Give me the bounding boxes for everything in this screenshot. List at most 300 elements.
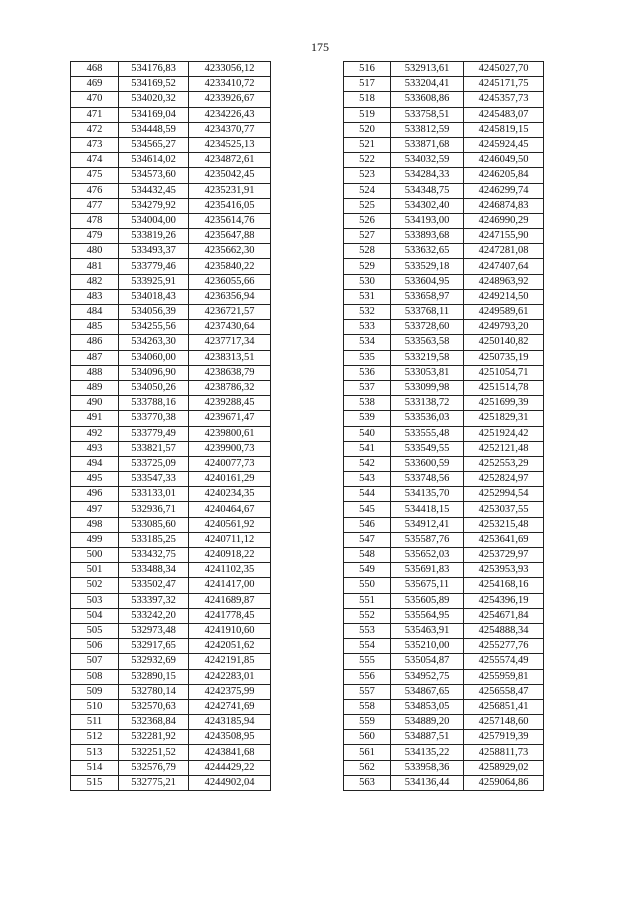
y-coordinate-cell: 4233410,72: [189, 77, 271, 92]
x-coordinate-cell: 532576,79: [119, 760, 189, 775]
table-row: [344, 62, 544, 77]
table-row: [344, 365, 544, 380]
x-coordinate-cell: 533138,72: [391, 396, 464, 411]
point-number-cell: 562: [344, 760, 391, 775]
x-coordinate-cell: 533758,51: [391, 107, 464, 122]
x-coordinate-cell: 534096,90: [119, 365, 189, 380]
table-row: [71, 137, 271, 152]
table-row: [344, 320, 544, 335]
y-coordinate-cell: 4235840,22: [189, 259, 271, 274]
y-coordinate-cell: 4257919,39: [464, 730, 544, 745]
y-coordinate-cell: 4251054,71: [464, 365, 544, 380]
y-coordinate-cell: 4242283,01: [189, 669, 271, 684]
x-coordinate-cell: 533242,20: [119, 608, 189, 623]
x-coordinate-cell: 535210,00: [391, 639, 464, 654]
point-number-cell: 469: [71, 77, 119, 92]
point-number-cell: 493: [71, 441, 119, 456]
table-row: [344, 472, 544, 487]
x-coordinate-cell: 534004,00: [119, 213, 189, 228]
page-number: 175: [311, 40, 329, 54]
table-row: [344, 289, 544, 304]
x-coordinate-cell: 533871,68: [391, 137, 464, 152]
point-number-cell: 501: [71, 563, 119, 578]
y-coordinate-cell: 4249214,50: [464, 289, 544, 304]
y-coordinate-cell: 4235416,05: [189, 198, 271, 213]
point-number-cell: 478: [71, 213, 119, 228]
table-row: [344, 122, 544, 137]
table-row: [71, 639, 271, 654]
table-row: [71, 532, 271, 547]
y-coordinate-cell: 4246990,29: [464, 213, 544, 228]
table-row: [344, 623, 544, 638]
x-coordinate-cell: 533958,36: [391, 760, 464, 775]
table-row: [344, 153, 544, 168]
x-coordinate-cell: 532281,92: [119, 730, 189, 745]
x-coordinate-cell: 532251,52: [119, 745, 189, 760]
point-number-cell: 474: [71, 153, 119, 168]
point-number-cell: 504: [71, 608, 119, 623]
table-row: [71, 365, 271, 380]
table-row: [71, 198, 271, 213]
table-row: [344, 137, 544, 152]
point-number-cell: 529: [344, 259, 391, 274]
y-coordinate-cell: 4242741,69: [189, 699, 271, 714]
y-coordinate-cell: 4235647,88: [189, 229, 271, 244]
x-coordinate-cell: 534255,56: [119, 320, 189, 335]
table-row: [71, 426, 271, 441]
y-coordinate-cell: 4235231,91: [189, 183, 271, 198]
y-coordinate-cell: 4238638,79: [189, 365, 271, 380]
table-row: [71, 502, 271, 517]
x-coordinate-cell: 534573,60: [119, 168, 189, 183]
table-row: [344, 548, 544, 563]
table-row: [71, 441, 271, 456]
table-row: [71, 699, 271, 714]
point-number-cell: 476: [71, 183, 119, 198]
x-coordinate-cell: 534169,04: [119, 107, 189, 122]
x-coordinate-cell: 534050,26: [119, 380, 189, 395]
x-coordinate-cell: 533788,16: [119, 396, 189, 411]
point-number-cell: 539: [344, 411, 391, 426]
table-row: [344, 684, 544, 699]
point-number-cell: 502: [71, 578, 119, 593]
y-coordinate-cell: 4244429,22: [189, 760, 271, 775]
point-number-cell: 492: [71, 426, 119, 441]
y-coordinate-cell: 4241689,87: [189, 593, 271, 608]
point-number-cell: 505: [71, 623, 119, 638]
y-coordinate-cell: 4251924,42: [464, 426, 544, 441]
y-coordinate-cell: 4234370,77: [189, 122, 271, 137]
table-row: [71, 396, 271, 411]
table-row: [71, 92, 271, 107]
y-coordinate-cell: 4253953,93: [464, 563, 544, 578]
x-coordinate-cell: 533204,41: [391, 77, 464, 92]
x-coordinate-cell: 534176,83: [119, 62, 189, 77]
x-coordinate-cell: 534032,59: [391, 153, 464, 168]
y-coordinate-cell: 4240561,92: [189, 517, 271, 532]
point-number-cell: 515: [71, 775, 119, 790]
table-row: [71, 730, 271, 745]
y-coordinate-cell: 4236356,94: [189, 289, 271, 304]
point-number-cell: 484: [71, 305, 119, 320]
table-row: [344, 699, 544, 714]
y-coordinate-cell: 4240464,67: [189, 502, 271, 517]
y-coordinate-cell: 4252553,29: [464, 456, 544, 471]
table-row: [344, 411, 544, 426]
y-coordinate-cell: 4242191,85: [189, 654, 271, 669]
point-number-cell: 556: [344, 669, 391, 684]
x-coordinate-cell: 535675,11: [391, 578, 464, 593]
point-number-cell: 555: [344, 654, 391, 669]
x-coordinate-cell: 534348,75: [391, 183, 464, 198]
x-coordinate-cell: 533549,55: [391, 441, 464, 456]
x-coordinate-cell: 534169,52: [119, 77, 189, 92]
point-number-cell: 535: [344, 350, 391, 365]
table-row: [344, 639, 544, 654]
y-coordinate-cell: 4251699,39: [464, 396, 544, 411]
y-coordinate-cell: 4238786,32: [189, 380, 271, 395]
table-row: [344, 244, 544, 259]
point-number-cell: 472: [71, 122, 119, 137]
point-number-cell: 503: [71, 593, 119, 608]
point-number-cell: 507: [71, 654, 119, 669]
point-number-cell: 518: [344, 92, 391, 107]
point-number-cell: 551: [344, 593, 391, 608]
x-coordinate-cell: 533432,75: [119, 548, 189, 563]
y-coordinate-cell: 4255277,76: [464, 639, 544, 654]
x-coordinate-cell: 533219,58: [391, 350, 464, 365]
x-coordinate-cell: 534135,70: [391, 487, 464, 502]
y-coordinate-cell: 4244902,04: [189, 775, 271, 790]
y-coordinate-cell: 4240711,12: [189, 532, 271, 547]
point-number-cell: 526: [344, 213, 391, 228]
x-coordinate-cell: 533632,65: [391, 244, 464, 259]
y-coordinate-cell: 4246299,74: [464, 183, 544, 198]
point-number-cell: 511: [71, 715, 119, 730]
table-row: [344, 654, 544, 669]
x-coordinate-cell: 532570,63: [119, 699, 189, 714]
point-number-cell: 510: [71, 699, 119, 714]
point-number-cell: 517: [344, 77, 391, 92]
table-row: [71, 335, 271, 350]
y-coordinate-cell: 4253037,55: [464, 502, 544, 517]
table-row: [344, 502, 544, 517]
x-coordinate-cell: 533608,86: [391, 92, 464, 107]
table-body-left: [71, 62, 271, 791]
table-row: [344, 77, 544, 92]
point-number-cell: 497: [71, 502, 119, 517]
table-row: [344, 563, 544, 578]
x-coordinate-cell: 535605,89: [391, 593, 464, 608]
y-coordinate-cell: 4245171,75: [464, 77, 544, 92]
y-coordinate-cell: 4250140,82: [464, 335, 544, 350]
x-coordinate-cell: 533604,95: [391, 274, 464, 289]
y-coordinate-cell: 4255959,81: [464, 669, 544, 684]
point-number-cell: 486: [71, 335, 119, 350]
table-row: [71, 153, 271, 168]
x-coordinate-cell: 534279,92: [119, 198, 189, 213]
y-coordinate-cell: 4238313,51: [189, 350, 271, 365]
point-number-cell: 534: [344, 335, 391, 350]
y-coordinate-cell: 4242375,99: [189, 684, 271, 699]
y-coordinate-cell: 4243841,68: [189, 745, 271, 760]
table-row: [71, 578, 271, 593]
point-number-cell: 482: [71, 274, 119, 289]
point-number-cell: 513: [71, 745, 119, 760]
y-coordinate-cell: 4258811,73: [464, 745, 544, 760]
x-coordinate-cell: 532917,65: [119, 639, 189, 654]
table-row: [344, 760, 544, 775]
point-number-cell: 536: [344, 365, 391, 380]
table-row: [71, 745, 271, 760]
y-coordinate-cell: 4245357,73: [464, 92, 544, 107]
y-coordinate-cell: 4233056,12: [189, 62, 271, 77]
table-row: [71, 77, 271, 92]
table-row: [71, 517, 271, 532]
point-number-cell: 496: [71, 487, 119, 502]
point-number-cell: 516: [344, 62, 391, 77]
table-row: [344, 775, 544, 790]
point-number-cell: 494: [71, 456, 119, 471]
x-coordinate-cell: 533563,58: [391, 335, 464, 350]
table-row: [344, 107, 544, 122]
point-number-cell: 485: [71, 320, 119, 335]
table-row: [71, 472, 271, 487]
table-row: [71, 244, 271, 259]
y-coordinate-cell: 4254888,34: [464, 623, 544, 638]
table-row: [344, 198, 544, 213]
point-number-cell: 490: [71, 396, 119, 411]
y-coordinate-cell: 4246205,84: [464, 168, 544, 183]
y-coordinate-cell: 4251829,31: [464, 411, 544, 426]
point-number-cell: 480: [71, 244, 119, 259]
table-row: [344, 213, 544, 228]
table-row: [71, 669, 271, 684]
table-row: [71, 775, 271, 790]
point-number-cell: 530: [344, 274, 391, 289]
y-coordinate-cell: 4247155,90: [464, 229, 544, 244]
table-row: [71, 380, 271, 395]
x-coordinate-cell: 535652,03: [391, 548, 464, 563]
x-coordinate-cell: 534056,39: [119, 305, 189, 320]
table-row: [344, 168, 544, 183]
point-number-cell: 500: [71, 548, 119, 563]
x-coordinate-cell: 534952,75: [391, 669, 464, 684]
x-coordinate-cell: 534193,00: [391, 213, 464, 228]
x-coordinate-cell: 533555,48: [391, 426, 464, 441]
x-coordinate-cell: 532368,84: [119, 715, 189, 730]
point-number-cell: 471: [71, 107, 119, 122]
point-number-cell: 468: [71, 62, 119, 77]
y-coordinate-cell: 4247281,08: [464, 244, 544, 259]
y-coordinate-cell: 4239800,61: [189, 426, 271, 441]
x-coordinate-cell: 533725,09: [119, 456, 189, 471]
y-coordinate-cell: 4234525,13: [189, 137, 271, 152]
table-row: [71, 411, 271, 426]
table-row: [344, 517, 544, 532]
x-coordinate-cell: 533821,57: [119, 441, 189, 456]
table-row: [71, 456, 271, 471]
point-number-cell: 531: [344, 289, 391, 304]
x-coordinate-cell: 533779,46: [119, 259, 189, 274]
point-number-cell: 499: [71, 532, 119, 547]
point-number-cell: 540: [344, 426, 391, 441]
y-coordinate-cell: 4257148,60: [464, 715, 544, 730]
y-coordinate-cell: 4240161,29: [189, 472, 271, 487]
y-coordinate-cell: 4241778,45: [189, 608, 271, 623]
point-number-cell: 561: [344, 745, 391, 760]
x-coordinate-cell: 533488,34: [119, 563, 189, 578]
y-coordinate-cell: 4256851,41: [464, 699, 544, 714]
table-row: [71, 593, 271, 608]
y-coordinate-cell: 4241910,60: [189, 623, 271, 638]
x-coordinate-cell: 533768,11: [391, 305, 464, 320]
point-number-cell: 477: [71, 198, 119, 213]
point-number-cell: 491: [71, 411, 119, 426]
point-number-cell: 542: [344, 456, 391, 471]
table-row: [71, 259, 271, 274]
x-coordinate-cell: 534060,00: [119, 350, 189, 365]
y-coordinate-cell: 4251514,78: [464, 380, 544, 395]
y-coordinate-cell: 4239288,45: [189, 396, 271, 411]
point-number-cell: 559: [344, 715, 391, 730]
y-coordinate-cell: 4234872,61: [189, 153, 271, 168]
table-row: [344, 426, 544, 441]
y-coordinate-cell: 4235614,76: [189, 213, 271, 228]
table-row: [344, 669, 544, 684]
x-coordinate-cell: 533779,49: [119, 426, 189, 441]
y-coordinate-cell: 4237430,64: [189, 320, 271, 335]
table-row: [344, 578, 544, 593]
x-coordinate-cell: 533658,97: [391, 289, 464, 304]
point-number-cell: 519: [344, 107, 391, 122]
point-number-cell: 546: [344, 517, 391, 532]
table-row: [344, 745, 544, 760]
x-coordinate-cell: 534418,15: [391, 502, 464, 517]
y-coordinate-cell: 4240234,35: [189, 487, 271, 502]
y-coordinate-cell: 4234226,43: [189, 107, 271, 122]
table-row: [344, 335, 544, 350]
point-number-cell: 495: [71, 472, 119, 487]
point-number-cell: 525: [344, 198, 391, 213]
table-row: [344, 396, 544, 411]
y-coordinate-cell: 4235662,30: [189, 244, 271, 259]
x-coordinate-cell: 534020,32: [119, 92, 189, 107]
x-coordinate-cell: 534912,41: [391, 517, 464, 532]
y-coordinate-cell: 4233926,67: [189, 92, 271, 107]
y-coordinate-cell: 4253641,69: [464, 532, 544, 547]
x-coordinate-cell: 533547,33: [119, 472, 189, 487]
point-number-cell: 558: [344, 699, 391, 714]
table-row: [71, 350, 271, 365]
x-coordinate-cell: 533133,01: [119, 487, 189, 502]
table-row: [71, 684, 271, 699]
y-coordinate-cell: 4254671,84: [464, 608, 544, 623]
table-row: [344, 305, 544, 320]
x-coordinate-cell: 533099,98: [391, 380, 464, 395]
y-coordinate-cell: 4247407,64: [464, 259, 544, 274]
y-coordinate-cell: 4246049,50: [464, 153, 544, 168]
x-coordinate-cell: 533748,56: [391, 472, 464, 487]
table-row: [344, 456, 544, 471]
table-row: [71, 623, 271, 638]
point-number-cell: 538: [344, 396, 391, 411]
x-coordinate-cell: 535691,83: [391, 563, 464, 578]
table-row: [344, 487, 544, 502]
x-coordinate-cell: 533728,60: [391, 320, 464, 335]
x-coordinate-cell: 534565,27: [119, 137, 189, 152]
point-number-cell: 514: [71, 760, 119, 775]
table-row: [71, 715, 271, 730]
point-number-cell: 506: [71, 639, 119, 654]
x-coordinate-cell: 533397,32: [119, 593, 189, 608]
point-number-cell: 550: [344, 578, 391, 593]
point-number-cell: 470: [71, 92, 119, 107]
point-number-cell: 537: [344, 380, 391, 395]
point-number-cell: 552: [344, 608, 391, 623]
x-coordinate-cell: 533536,03: [391, 411, 464, 426]
table-row: [344, 350, 544, 365]
x-coordinate-cell: 532936,71: [119, 502, 189, 517]
table-row: [344, 183, 544, 198]
y-coordinate-cell: 4243185,94: [189, 715, 271, 730]
x-coordinate-cell: 534867,65: [391, 684, 464, 699]
y-coordinate-cell: 4241417,00: [189, 578, 271, 593]
point-number-cell: 521: [344, 137, 391, 152]
point-number-cell: 533: [344, 320, 391, 335]
point-number-cell: 522: [344, 153, 391, 168]
table-row: [71, 289, 271, 304]
point-number-cell: 548: [344, 548, 391, 563]
x-coordinate-cell: 533770,38: [119, 411, 189, 426]
y-coordinate-cell: 4256558,47: [464, 684, 544, 699]
x-coordinate-cell: 534432,45: [119, 183, 189, 198]
table-row: [71, 122, 271, 137]
x-coordinate-cell: 532913,61: [391, 62, 464, 77]
point-number-cell: 508: [71, 669, 119, 684]
table-row: [71, 183, 271, 198]
y-coordinate-cell: 4254168,16: [464, 578, 544, 593]
y-coordinate-cell: 4255574,49: [464, 654, 544, 669]
y-coordinate-cell: 4240077,73: [189, 456, 271, 471]
point-number-cell: 545: [344, 502, 391, 517]
point-number-cell: 479: [71, 229, 119, 244]
x-coordinate-cell: 534135,22: [391, 745, 464, 760]
point-number-cell: 520: [344, 122, 391, 137]
table-row: [71, 563, 271, 578]
point-number-cell: 475: [71, 168, 119, 183]
point-number-cell: 560: [344, 730, 391, 745]
x-coordinate-cell: 533600,59: [391, 456, 464, 471]
y-coordinate-cell: 4236055,66: [189, 274, 271, 289]
x-coordinate-cell: 533819,26: [119, 229, 189, 244]
x-coordinate-cell: 532775,21: [119, 775, 189, 790]
y-coordinate-cell: 4246874,83: [464, 198, 544, 213]
point-number-cell: 509: [71, 684, 119, 699]
point-number-cell: 553: [344, 623, 391, 638]
y-coordinate-cell: 4237717,34: [189, 335, 271, 350]
y-coordinate-cell: 4253729,97: [464, 548, 544, 563]
x-coordinate-cell: 533812,59: [391, 122, 464, 137]
y-coordinate-cell: 4245027,70: [464, 62, 544, 77]
y-coordinate-cell: 4252994,54: [464, 487, 544, 502]
table-row: [71, 654, 271, 669]
x-coordinate-cell: 534853,05: [391, 699, 464, 714]
point-number-cell: 528: [344, 244, 391, 259]
coordinates-table-left: [70, 61, 271, 791]
y-coordinate-cell: 4239671,47: [189, 411, 271, 426]
y-coordinate-cell: 4245819,15: [464, 122, 544, 137]
